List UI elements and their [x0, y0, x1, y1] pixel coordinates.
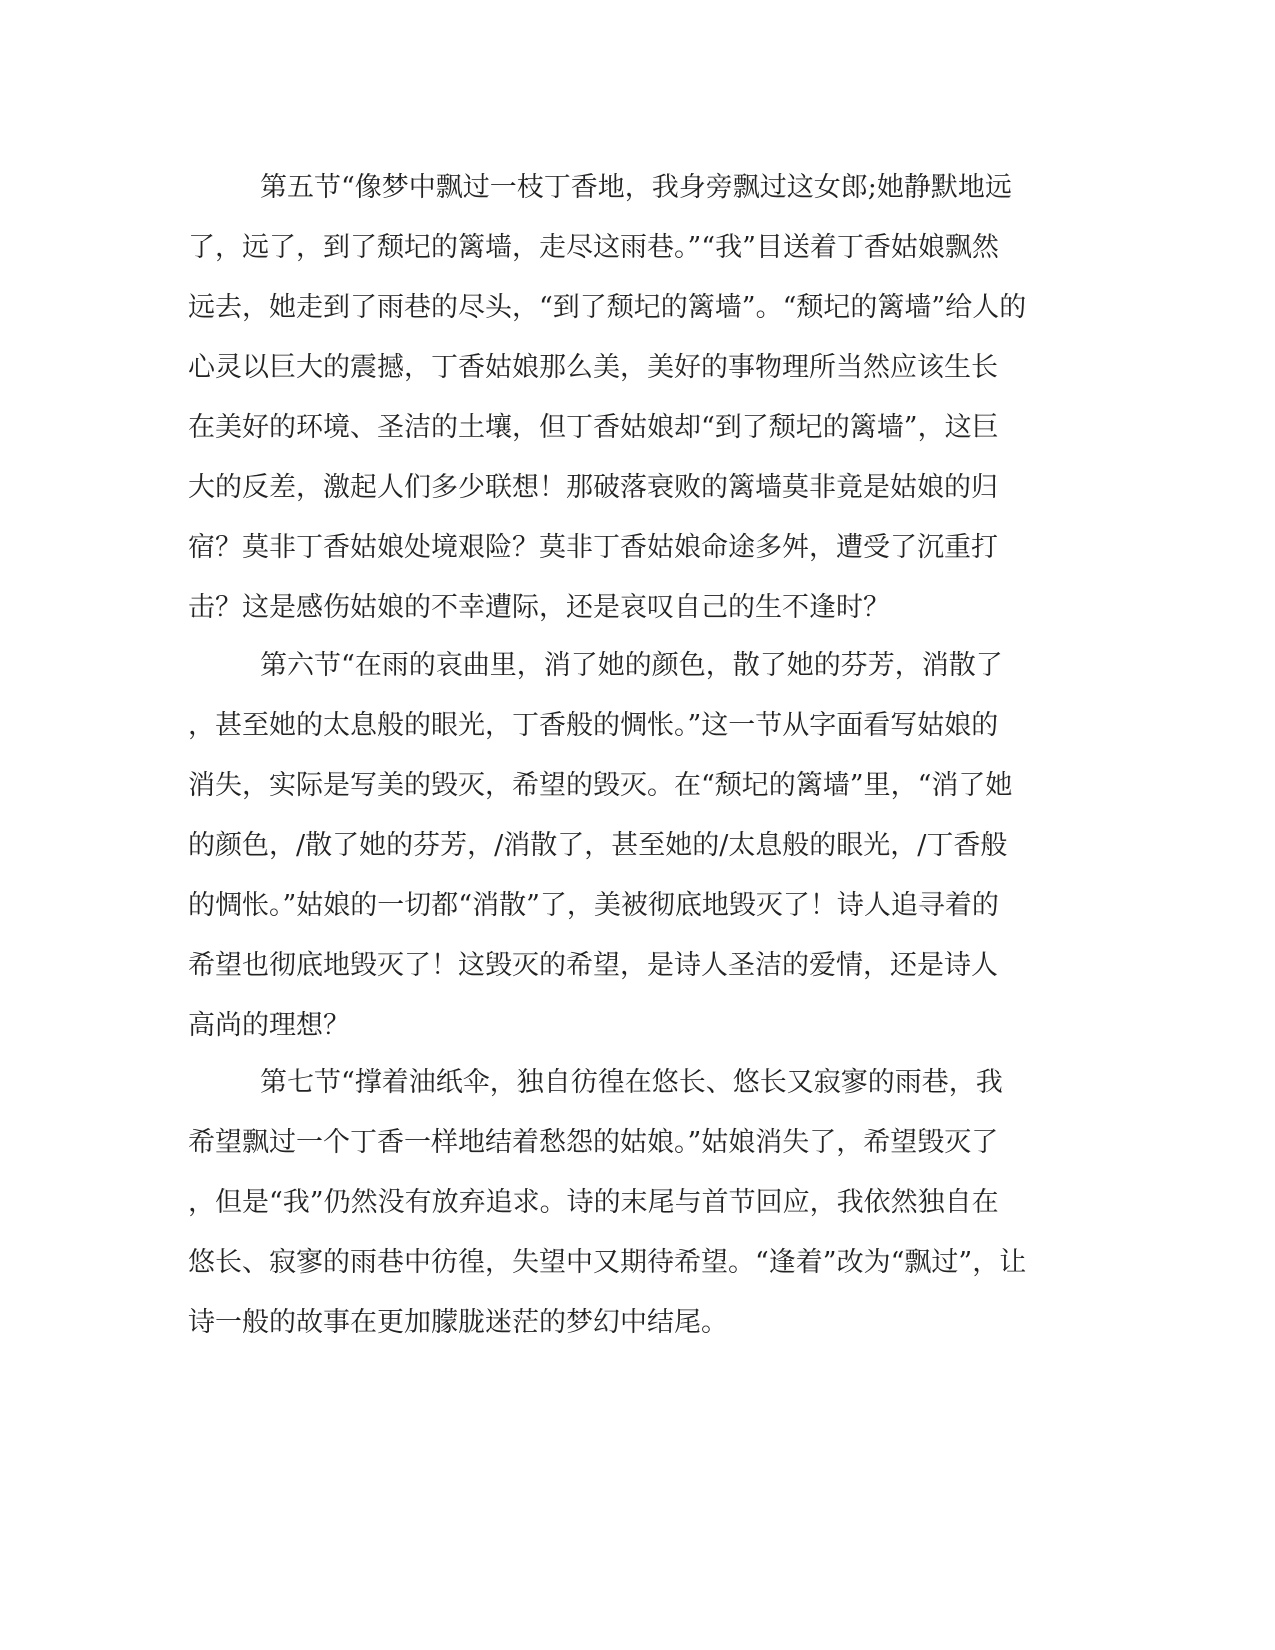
text-line: 悠长、寂寥的雨巷中彷徨，失望中又期待希望。“逢着”改为“飘过”，让	[188, 1247, 1027, 1278]
text-line: 第七节“撑着油纸伞，独自彷徨在悠长、悠长又寂寥的雨巷，我	[260, 1067, 1003, 1098]
text-line: 消失，实际是写美的毁灭，希望的毁灭。在“颓圮的篱墙”里，“消了她	[188, 770, 1013, 801]
paragraph-section-5	[188, 158, 1026, 638]
text-line: 宿？莫非丁香姑娘处境艰险？莫非丁香姑娘命途多舛，遭受了沉重打	[188, 532, 998, 563]
text-line: 击？这是感伤姑娘的不幸遭际，还是哀叹自己的生不逢时？	[188, 592, 890, 623]
text-line: 诗一般的故事在更加朦胧迷茫的梦幻中结尾。	[188, 1307, 728, 1338]
text-line: 希望也彻底地毁灭了！这毁灭的希望，是诗人圣洁的爱情，还是诗人	[188, 950, 998, 981]
text-line: 希望飘过一个丁香一样地结着愁怨的姑娘。”姑娘消失了，希望毁灭了	[188, 1127, 999, 1158]
text-line: 的颜色，/散了她的芬芳，/消散了，甚至她的/太息般的眼光，/丁香般	[188, 830, 1008, 861]
text-line: ，但是“我”仍然没有放弃追求。诗的末尾与首节回应，我依然独自在	[188, 1187, 999, 1218]
paragraph-section-7	[188, 1053, 1026, 1353]
text-line: 的惆怅。”姑娘的一切都“消散”了，美被彻底地毁灭了！诗人追寻着的	[188, 890, 999, 921]
text-line: 心灵以巨大的震撼，丁香姑娘那么美，美好的事物理所当然应该生长	[188, 352, 998, 383]
text-line: ，甚至她的太息般的眼光，丁香般的惆怅。”这一节从字面看写姑娘的	[188, 710, 999, 741]
text-line: 大的反差，激起人们多少联想！那破落衰败的篱墙莫非竟是姑娘的归	[188, 472, 998, 503]
text-line: 第六节“在雨的哀曲里，消了她的颜色，散了她的芬芳，消散了	[260, 650, 1003, 681]
text-line: 第五节“像梦中飘过一枝丁香地，我身旁飘过这女郎;她静默地远	[260, 172, 1012, 203]
text-line: 在美好的环境、圣洁的土壤，但丁香姑娘却“到了颓圮的篱墙”，这巨	[188, 412, 999, 443]
paragraph-section-6	[188, 636, 1012, 1056]
text-line: 了，远了，到了颓圮的篱墙，走尽这雨巷。”“我”目送着丁香姑娘飘然	[188, 232, 999, 263]
text-line: 远去，她走到了雨巷的尽头，“到了颓圮的篱墙”。“颓圮的篱墙”给人的	[188, 292, 1027, 323]
text-line: 高尚的理想？	[188, 1010, 350, 1041]
